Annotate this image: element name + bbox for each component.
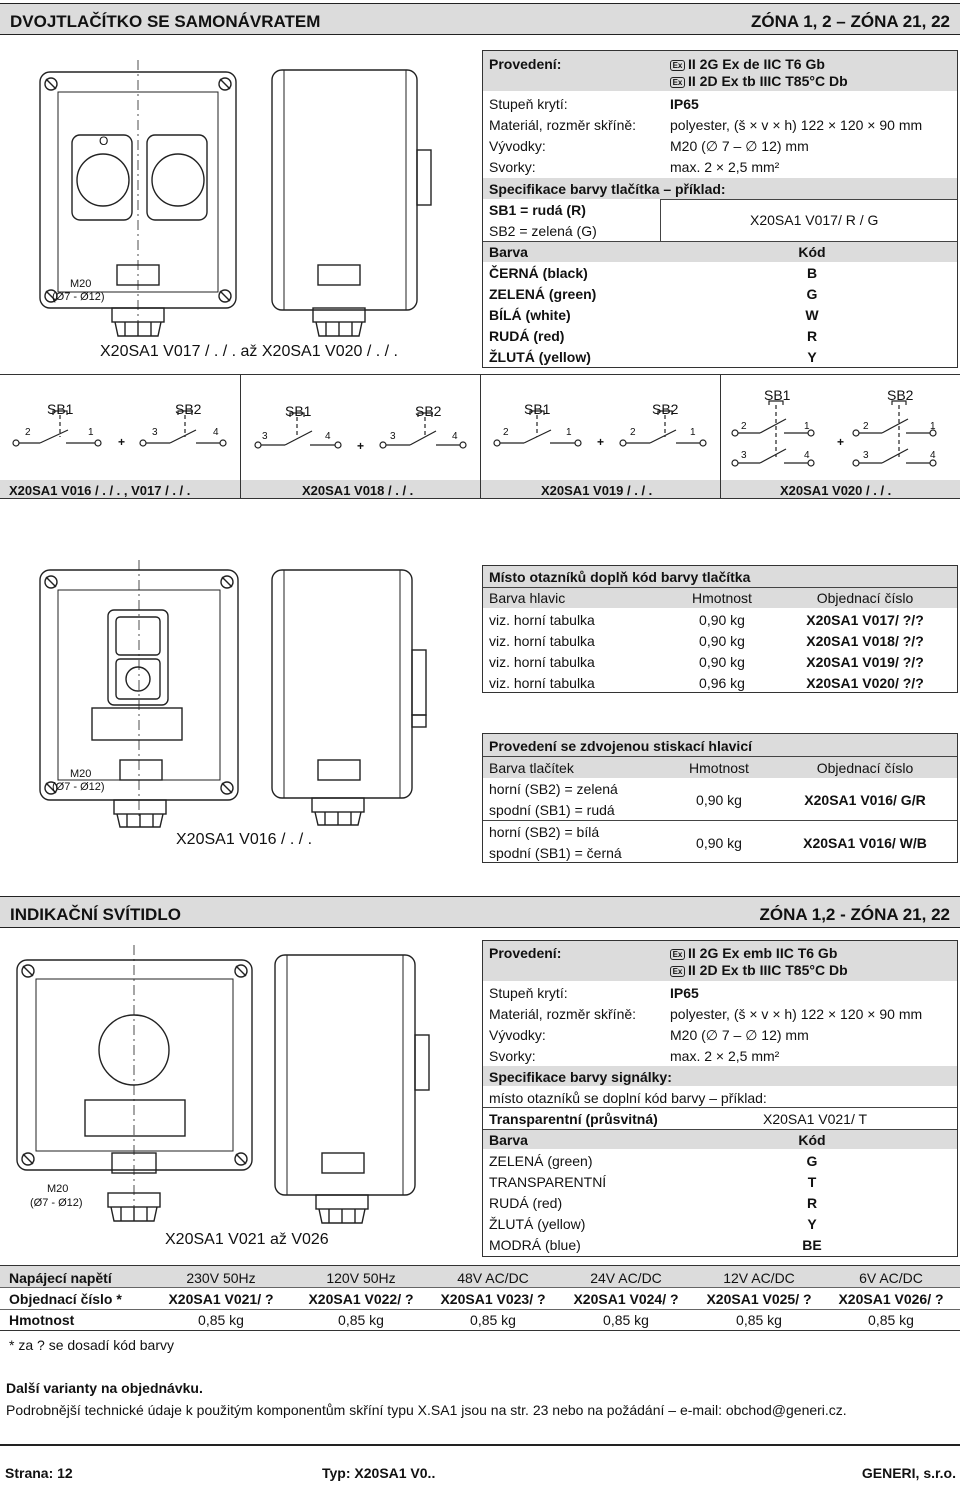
provedeni-label: Provedení: — [489, 945, 562, 961]
color-code: R — [806, 328, 818, 344]
weight-cell: 0,85 kg — [338, 1312, 384, 1328]
row-hmotnost: 0,90 kg — [699, 612, 745, 628]
section-title: DVOJTLAČÍTKO SE SAMONÁVRATEM — [10, 12, 321, 31]
svorky-label: Svorky: — [489, 159, 536, 175]
plus-sign: + — [837, 435, 845, 449]
kod-header: Kód — [798, 244, 826, 260]
row-barva: viz. horní tabulka — [489, 612, 595, 628]
kryti-label: Stupeň krytí: — [489, 96, 568, 112]
row-order-number: X20SA1 V019/ ?/? — [806, 654, 924, 670]
drawing-model-label: X20SA1 V017 / . / . až X20SA1 V020 / . / . — [100, 343, 398, 360]
terminal-label: 3 — [390, 431, 396, 442]
color-code: T — [807, 1174, 817, 1190]
terminal-label: 1 — [690, 427, 696, 438]
footer-type: Typ: X20SA1 V0.. — [322, 1465, 436, 1481]
m20-label: M20 — [70, 278, 92, 290]
row-hmotnost: 0,90 kg — [699, 654, 745, 670]
example-label: Transparentní (průsvitná) — [489, 1111, 658, 1127]
column-header: Objednací číslo — [816, 760, 914, 776]
material-value: polyester, (š × v × h) 122 × 120 × 90 mm — [670, 117, 923, 133]
variants-note: Další varianty na objednávku. — [6, 1380, 203, 1396]
color-name: BÍLÁ (white) — [489, 307, 571, 323]
row-label-voltage: Napájecí napětí — [9, 1270, 112, 1286]
color-name: ZELENÁ (green) — [489, 1153, 593, 1169]
terminal-label: 2 — [863, 421, 869, 432]
column-header: Barva tlačítek — [489, 760, 574, 776]
ex-icon: Ex — [670, 77, 685, 88]
weight-cell: 0,85 kg — [470, 1312, 516, 1328]
plus-sign: + — [118, 435, 126, 449]
zone-label: ZÓNA 1, 2 – ZÓNA 21, 22 — [750, 12, 950, 31]
vyvodky-value: M20 (∅ 7 – ∅ 12) mm — [670, 1027, 809, 1043]
weight-cell: 0,85 kg — [603, 1312, 649, 1328]
row-order-number: X20SA1 V020/ ?/? — [806, 675, 924, 691]
row-order-number: X20SA1 V018/ ?/? — [806, 633, 924, 649]
order-number-cell: X20SA1 V025/ ? — [706, 1291, 812, 1307]
zone-label: ZÓNA 1,2 - ZÓNA 21, 22 — [759, 905, 950, 924]
sb1-label: SB1 — [524, 401, 551, 417]
weight-cell: 0,85 kg — [868, 1312, 914, 1328]
order-number-cell: X20SA1 V022/ ? — [308, 1291, 414, 1307]
order-table-heading: Místo otazníků doplň kód barvy tlačítka — [489, 569, 751, 585]
gland-range-label: (Ø7 - Ø12) — [52, 291, 105, 303]
terminal-label: 2 — [503, 427, 509, 438]
plus-sign: + — [357, 439, 365, 453]
voltage-cell: 12V AC/DC — [723, 1270, 795, 1286]
provedeni-value-1: Ex II 2G Ex de IIC T6 Gb — [670, 57, 825, 71]
color-name: ŽLUTÁ (yellow) — [489, 1216, 586, 1232]
sb2-label: SB2 — [652, 401, 679, 417]
row-bottom-color: spodní (SB1) = rudá — [489, 802, 615, 818]
sb2-label: SB2 — [887, 387, 914, 403]
indicator-drawing — [0, 935, 480, 1265]
schematic-caption: X20SA1 V020 / . / . — [780, 483, 892, 498]
order-number-cell: X20SA1 V023/ ? — [440, 1291, 546, 1307]
color-name: RUDÁ (red) — [489, 1195, 563, 1211]
order-number-cell: X20SA1 V026/ ? — [838, 1291, 944, 1307]
company-name: GENERI, s.r.o. — [861, 1465, 956, 1481]
column-header: Objednací číslo — [816, 590, 914, 606]
kod-header: Kód — [798, 1132, 826, 1148]
sb1-label: SB1 — [764, 387, 791, 403]
footnote: * za ? se dosadí kód barvy — [9, 1337, 174, 1353]
voltage-cell: 230V 50Hz — [186, 1270, 256, 1286]
color-code: R — [806, 1195, 818, 1211]
spec-heading: Specifikace barvy tlačítka – příklad: — [489, 181, 726, 197]
terminal-label: 3 — [863, 450, 869, 461]
color-code: B — [806, 265, 818, 281]
example-code: X20SA1 V021/ T — [763, 1111, 868, 1127]
terminal-label: 1 — [930, 421, 936, 432]
color-code: G — [806, 1153, 818, 1169]
vyvodky-label: Vývodky: — [489, 1027, 546, 1043]
color-name: RUDÁ (red) — [489, 328, 565, 344]
sb2-label: SB2 — [175, 401, 202, 417]
terminal-label: 4 — [325, 431, 331, 442]
terminal-label: 4 — [930, 450, 936, 461]
enclosure-drawing — [0, 40, 480, 370]
kryti-label: Stupeň krytí: — [489, 985, 568, 1001]
vyvodky-label: Vývodky: — [489, 138, 546, 154]
barva-header: Barva — [489, 1132, 528, 1148]
kryti-value: IP65 — [670, 985, 699, 1001]
gland-range-label: (Ø7 - Ø12) — [52, 781, 105, 793]
material-value: polyester, (š × v × h) 122 × 120 × 90 mm — [670, 1006, 923, 1022]
barva-header: Barva — [489, 244, 528, 260]
section-title: INDIKAČNÍ SVÍTIDLO — [10, 905, 181, 924]
voltage-cell: 6V AC/DC — [859, 1270, 923, 1286]
row-barva: viz. horní tabulka — [489, 633, 595, 649]
spec-heading: Specifikace barvy signálky: — [489, 1069, 672, 1085]
schematic-caption: X20SA1 V016 / . / . , V017 / . / . — [9, 483, 191, 498]
m20-label: M20 — [70, 768, 92, 780]
terminal-label: 3 — [262, 431, 268, 442]
order-number-cell: X20SA1 V021/ ? — [168, 1291, 274, 1307]
color-code: G — [806, 286, 818, 302]
sb1-label: SB1 — [47, 401, 74, 417]
schematic-caption: X20SA1 V019 / . / . — [541, 483, 653, 498]
column-header: Barva hlavic — [489, 590, 566, 606]
drawing-model-label: X20SA1 V021 až V026 — [165, 1231, 329, 1248]
terminal-label: 3 — [741, 450, 747, 461]
ex-icon: Ex — [670, 949, 685, 960]
voltage-cell: 24V AC/DC — [590, 1270, 662, 1286]
color-code: W — [805, 307, 819, 323]
button-o-label: O — [99, 134, 109, 148]
ex-icon: Ex — [670, 60, 685, 71]
terminal-label: 2 — [630, 427, 636, 438]
section-header — [0, 896, 960, 928]
row-barva: viz. horní tabulka — [489, 675, 595, 691]
row-bottom-color: spodní (SB1) = černá — [489, 845, 622, 861]
sb1-label: SB1 — [285, 403, 312, 419]
provedeni-value-2: Ex II 2D Ex tb IIIC T85°C Db — [670, 963, 848, 977]
terminal-label: 4 — [452, 431, 458, 442]
svorky-value: max. 2 × 2,5 mm² — [670, 159, 780, 175]
weight-cell: 0,85 kg — [198, 1312, 244, 1328]
terminal-label: 1 — [804, 421, 810, 432]
drawing-model-label: X20SA1 V016 / . / . — [176, 831, 313, 848]
details-note: Podrobnější technické údaje k použitým komponentům skříní typu X.SA1 jsou na str. 23 nebo na požádání – e-mail: obchod@generi.cz. — [6, 1402, 847, 1418]
terminal-label: 2 — [25, 427, 31, 438]
material-label: Materiál, rozměr skříně: — [489, 117, 637, 133]
ex-icon: Ex — [670, 966, 685, 977]
order-number-cell: X20SA1 V024/ ? — [573, 1291, 679, 1307]
row-label-weight: Hmotnost — [9, 1312, 75, 1328]
row-hmotnost: 0,90 kg — [699, 633, 745, 649]
sb2-example: SB2 = zelená (G) — [489, 223, 597, 239]
column-header: Hmotnost — [692, 590, 752, 606]
sb2-label: SB2 — [415, 403, 442, 419]
weight-cell: 0,85 kg — [736, 1312, 782, 1328]
section-header — [0, 3, 960, 35]
row-top-color: horní (SB2) = zelená — [489, 781, 618, 797]
color-name: TRANSPARENTNÍ — [489, 1174, 607, 1190]
schematic-caption: X20SA1 V018 / . / . — [302, 483, 414, 498]
gland-range-label: (Ø7 - Ø12) — [30, 1197, 83, 1209]
sb1-example: SB1 = rudá (R) — [489, 202, 586, 218]
color-name: ZELENÁ (green) — [489, 286, 597, 302]
row-order-number: X20SA1 V016/ W/B — [803, 835, 927, 851]
voltage-cell: 120V 50Hz — [326, 1270, 396, 1286]
color-name: MODRÁ (blue) — [489, 1237, 581, 1253]
color-code: BE — [802, 1237, 822, 1253]
example-code: X20SA1 V017/ R / G — [750, 212, 879, 228]
material-label: Materiál, rozměr skříně: — [489, 1006, 637, 1022]
terminal-label: 3 — [152, 427, 158, 438]
voltage-cell: 48V AC/DC — [457, 1270, 529, 1286]
terminal-label: 4 — [804, 450, 810, 461]
terminal-label: 2 — [741, 421, 747, 432]
wiring-schematics — [0, 375, 960, 480]
color-name: ŽLUTÁ (yellow) — [489, 349, 591, 365]
m20-label: M20 — [47, 1183, 69, 1195]
plus-sign: + — [597, 435, 605, 449]
page-number: Strana: 12 — [5, 1465, 73, 1481]
row-hmotnost: 0,96 kg — [699, 675, 745, 691]
row-top-color: horní (SB2) = bílá — [489, 824, 600, 840]
row-hmotnost: 0,90 kg — [696, 835, 742, 851]
row-order-number: X20SA1 V017/ ?/? — [806, 612, 924, 628]
row-order-number: X20SA1 V016/ G/R — [804, 792, 926, 808]
color-code: Y — [807, 1216, 817, 1232]
provedeni-value-2: Ex II 2D Ex tb IIIC T85°C Db — [670, 74, 848, 88]
double-head-heading: Provedení se zdvojenou stiskací hlavicí — [489, 738, 752, 754]
color-code: Y — [807, 349, 817, 365]
spec-note: místo otazníků se doplní kód barvy – příklad: — [489, 1090, 767, 1106]
row-hmotnost: 0,90 kg — [696, 792, 742, 808]
vyvodky-value: M20 (∅ 7 – ∅ 12) mm — [670, 138, 809, 154]
kryti-value: IP65 — [670, 96, 699, 112]
row-label-order: Objednací číslo * — [9, 1291, 122, 1307]
enclosure-drawing-v016 — [0, 555, 480, 855]
terminal-label: 1 — [88, 427, 94, 438]
terminal-label: 1 — [566, 427, 572, 438]
svorky-label: Svorky: — [489, 1048, 536, 1064]
column-header: Hmotnost — [689, 760, 749, 776]
svorky-value: max. 2 × 2,5 mm² — [670, 1048, 780, 1064]
provedeni-value-1: Ex II 2G Ex emb IIC T6 Gb — [670, 946, 837, 960]
terminal-label: 4 — [213, 427, 219, 438]
provedeni-label: Provedení: — [489, 56, 562, 72]
row-barva: viz. horní tabulka — [489, 654, 595, 670]
color-name: ČERNÁ (black) — [489, 265, 588, 281]
